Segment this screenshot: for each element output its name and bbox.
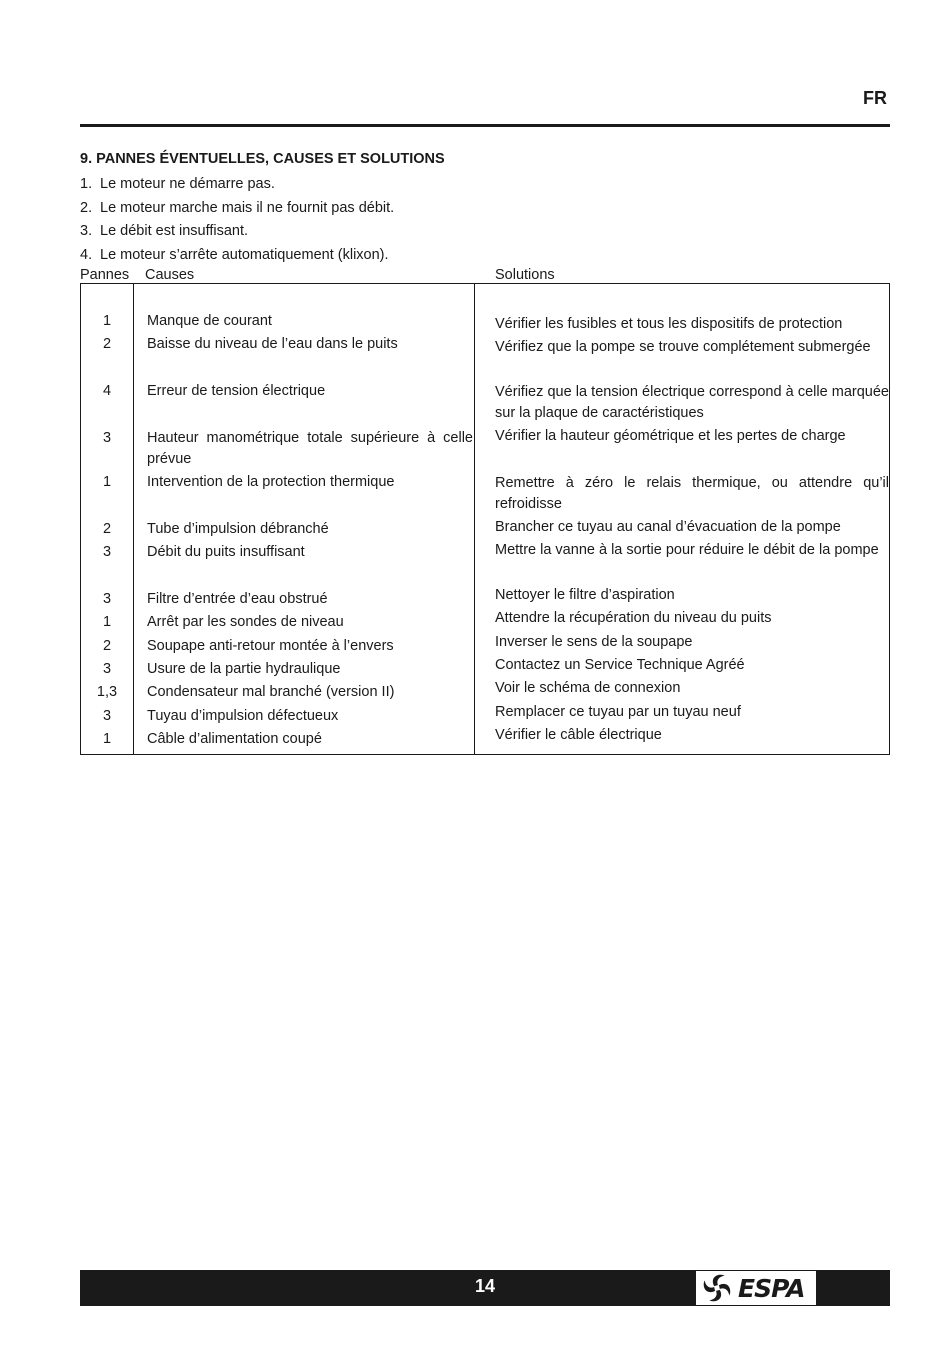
table-cell-panne: 1 (102, 731, 112, 747)
column-header-causes: Causes (145, 267, 195, 283)
list-item: 3. Le débit est insuffisant. (80, 223, 249, 239)
section-title: 9. PANNES ÉVENTUELLES, CAUSES ET SOLUTIONS (80, 151, 445, 167)
table-cell-cause: Usure de la partie hydraulique (147, 661, 341, 677)
table-cell-solution: Voir le schéma de connexion (495, 680, 681, 696)
column-header-solutions: Solutions (495, 267, 555, 283)
table-cell-solution: Contactez un Service Technique Agréé (495, 657, 745, 673)
table-cell-panne: 1 (102, 313, 112, 329)
table-cell-cause: Condensateur mal branché (version II) (147, 684, 395, 700)
table-cell-solution: Attendre la récupération du niveau du puits (495, 610, 772, 626)
table-cell-panne: 2 (102, 521, 112, 537)
table-cell-cause: Débit du puits insuffisant (147, 544, 305, 560)
table-cell-solution: Brancher ce tuyau au canal d’évacuation de la pompe (495, 519, 841, 535)
table-cell-panne: 4 (102, 383, 112, 399)
brand-name: ESPA (738, 1273, 805, 1303)
espa-swirl-icon (698, 1271, 736, 1305)
table-cell-cause: Hauteur manométrique totale supérieure à celle prévue (147, 430, 473, 467)
table-cell-panne: 3 (102, 661, 112, 677)
table-cell-solution: Mettre la vanne à la sortie pour réduire le débit de la pompe (495, 542, 879, 558)
list-item: 2. Le moteur marche mais il ne fournit pas débit. (80, 199, 395, 216)
table-cell-solution: Remplacer ce tuyau par un tuyau neuf (495, 704, 741, 720)
table-cell-cause: Baisse du niveau de l’eau dans le puits (147, 336, 398, 352)
troubleshooting-table (80, 283, 890, 755)
list-item: 1. Le moteur ne démarre pas. (80, 176, 275, 192)
table-cell-cause: Erreur de tension électrique (147, 383, 326, 399)
fault-list (80, 174, 394, 268)
table-cell-cause: Intervention de la protection thermique (147, 474, 395, 490)
table-cell-cause: Câble d’alimentation coupé (147, 731, 322, 747)
table-cell-solution: Remettre à zéro le relais thermique, ou attendre qu’il refroidisse (495, 475, 889, 512)
table-cell-cause: Soupape anti-retour montée à l’envers (147, 638, 394, 654)
table-cell-solution: Vérifiez que la tension électrique correspond à celle marquée sur la plaque de caractéristiques (495, 384, 889, 421)
table-cell-cause: Arrêt par les sondes de niveau (147, 614, 344, 630)
table-cell-solution: Vérifier le câble électrique (495, 727, 662, 743)
column-header-pannes: Pannes (80, 267, 130, 283)
table-cell-cause: Filtre d’entrée d’eau obstrué (147, 591, 328, 607)
language-label: FR (863, 88, 887, 108)
espa-logo (696, 1271, 816, 1305)
table-cell-panne: 3 (102, 591, 112, 607)
table-cell-panne: 3 (102, 708, 112, 724)
table-cell-panne: 3 (102, 430, 112, 446)
table-cell-solution: Vérifier la hauteur géométrique et les pertes de charge (495, 428, 846, 444)
table-cell-panne: 1 (102, 474, 112, 490)
table-cell-solution: Nettoyer le filtre d’aspiration (495, 587, 675, 603)
table-cell-panne: 2 (102, 638, 112, 654)
table-cell-panne: 3 (102, 544, 112, 560)
list-item: 4. Le moteur s’arrête automatiquement (klixon). (80, 246, 389, 263)
table-cell-cause: Tube d’impulsion débranché (147, 521, 329, 537)
table-cell-cause: Tuyau d’impulsion défectueux (147, 708, 339, 724)
table-cell-panne: 2 (102, 336, 112, 352)
column-divider (133, 284, 134, 754)
column-divider (474, 284, 475, 754)
table-cell-panne: 1,3 (96, 684, 118, 700)
top-rule (80, 124, 890, 127)
page-number: 14 (474, 1276, 496, 1296)
table-cell-solution: Vérifiez que la pompe se trouve complétement submergée (495, 339, 871, 355)
table-cell-panne: 1 (102, 614, 112, 630)
table-cell-solution: Inverser le sens de la soupape (495, 634, 693, 650)
table-cell-solution: Vérifier les fusibles et tous les dispositifs de protection (495, 316, 843, 332)
table-cell-cause: Manque de courant (147, 313, 272, 329)
